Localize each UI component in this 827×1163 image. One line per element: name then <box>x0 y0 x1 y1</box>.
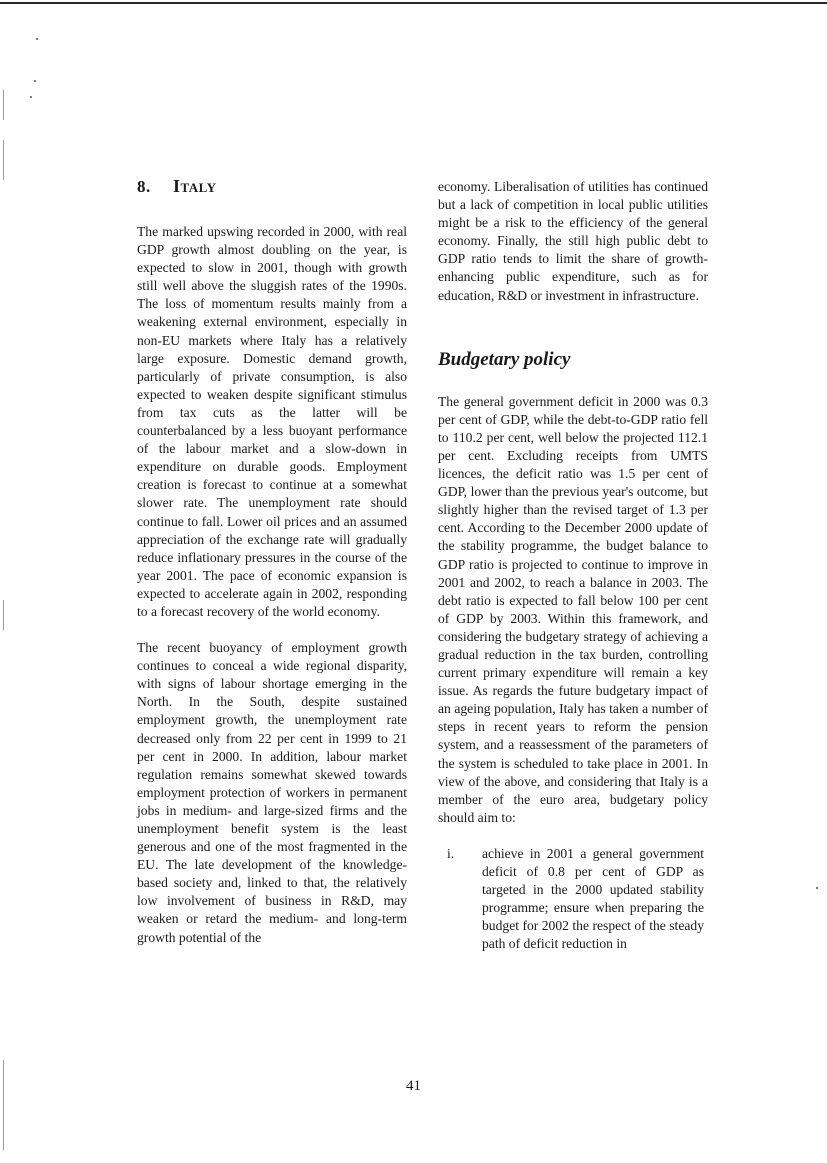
list-marker: i. <box>447 845 455 861</box>
scan-edge-line <box>3 1060 4 1150</box>
list-item <box>438 845 708 954</box>
scan-speck <box>36 38 38 40</box>
scan-speck <box>816 887 818 889</box>
top-rule <box>0 2 827 4</box>
scan-edge-line <box>3 90 4 120</box>
subheading-budgetary-policy: Budgetary policy <box>438 348 571 370</box>
section-number: 8. <box>137 177 151 196</box>
right-column <box>438 178 708 953</box>
scan-edge-line <box>3 600 4 630</box>
paragraph-employment: The recent buoyancy of employment growth continues to conceal a wide regional disparity, with signs of labour shortage emerging in the North. In the South, despite sustained employment growth, the unemployment rate decreased only from 22 per cent in 1999 to 21 per cent in 2000. In addition, labour market regulation remains somewhat skewed towards employment protection of workers in permanent jobs in medium- and large-sized firms and the unemployment benefit system is the least generous and one of the most fragmented in the EU. The late development of the knowledge-based society and, linked to that, the relatively low involvement of business in R&D, may weaken or retard the medium- and long-term growth potential of the <box>137 640 407 945</box>
section-heading <box>137 176 407 197</box>
paragraph-outlook: The marked upswing recorded in 2000, with real GDP growth almost doubling on the year, is expected to slow in 2001, though with growth still well above the sluggish rates of the 1990s. The loss of momentum results mainly from a weakening external environment, especially in non-EU markets where Italy has a relatively large exposure. Domestic demand growth, particularly of private consumption, is also expected to weaken despite significant stimulus from tax cuts as the latter will be counterbalanced by a less buoyant performance of the labour market and a slow-down in expenditure on durable goods. Employment creation is forecast to continue at a somewhat slower rate. The unemployment rate should continue to fall. Lower oil prices and an assumed appreciation of the exchange rate will gradually reduce inflationary pressures in the course of the year 2001. The pace of economic expansion is expected to accelerate again in 2002, responding to a forecast recovery of the world economy. <box>137 224 407 619</box>
scan-speck <box>30 96 32 98</box>
paragraph-continuation: economy. Liberalisation of utilities has continued but a lack of competition in local public utilities might be a risk to the efficiency of the general economy. Finally, the still high public debt to GDP ratio tends to limit the share of growth-enhancing public expenditure, such as for education, R&D or investment in infrastructure. <box>438 179 708 303</box>
section-title: Italy <box>173 176 217 196</box>
left-column <box>137 176 407 947</box>
scan-edge-line <box>3 140 4 180</box>
list-item-text: achieve in 2001 a general government deficit of 0.8 per cent of GDP as targeted in the 2000 updated stability programme; ensure when preparing the budget for 2002 the respect of the steady path of deficit reduction in <box>482 845 704 952</box>
paragraph-budgetary: The general government deficit in 2000 was 0.3 per cent of GDP, while the debt-to-GDP ratio fell to 110.2 per cent, well below the projected 112.1 per cent. Excluding receipts from UMTS licences, the deficit ratio was 1.5 per cent of GDP, lower than the previous year's outcome, but slightly higher than the revised target of 1.3 per cent. According to the December 2000 update of the stability programme, the budget balance to GDP ratio is projected to continue to improve in 2001 and 2002, to reach a balance in 2003. The debt ratio is expected to fall below 100 per cent of GDP by 2003. Within this framework, and considering the budgetary strategy of achieving a gradual reduction in the tax burden, controlling current primary expenditure will remain a key issue. As regards the future budgetary impact of an ageing population, Italy has taken a number of steps in recent years to reform the pension system, and a reassessment of the parameters of the system is scheduled to take place in 2001. In view of the above, and considering that Italy is a member of the euro area, budgetary policy should aim to: <box>438 393 708 825</box>
scan-speck <box>34 80 36 82</box>
page-number: 41 <box>406 1078 421 1094</box>
